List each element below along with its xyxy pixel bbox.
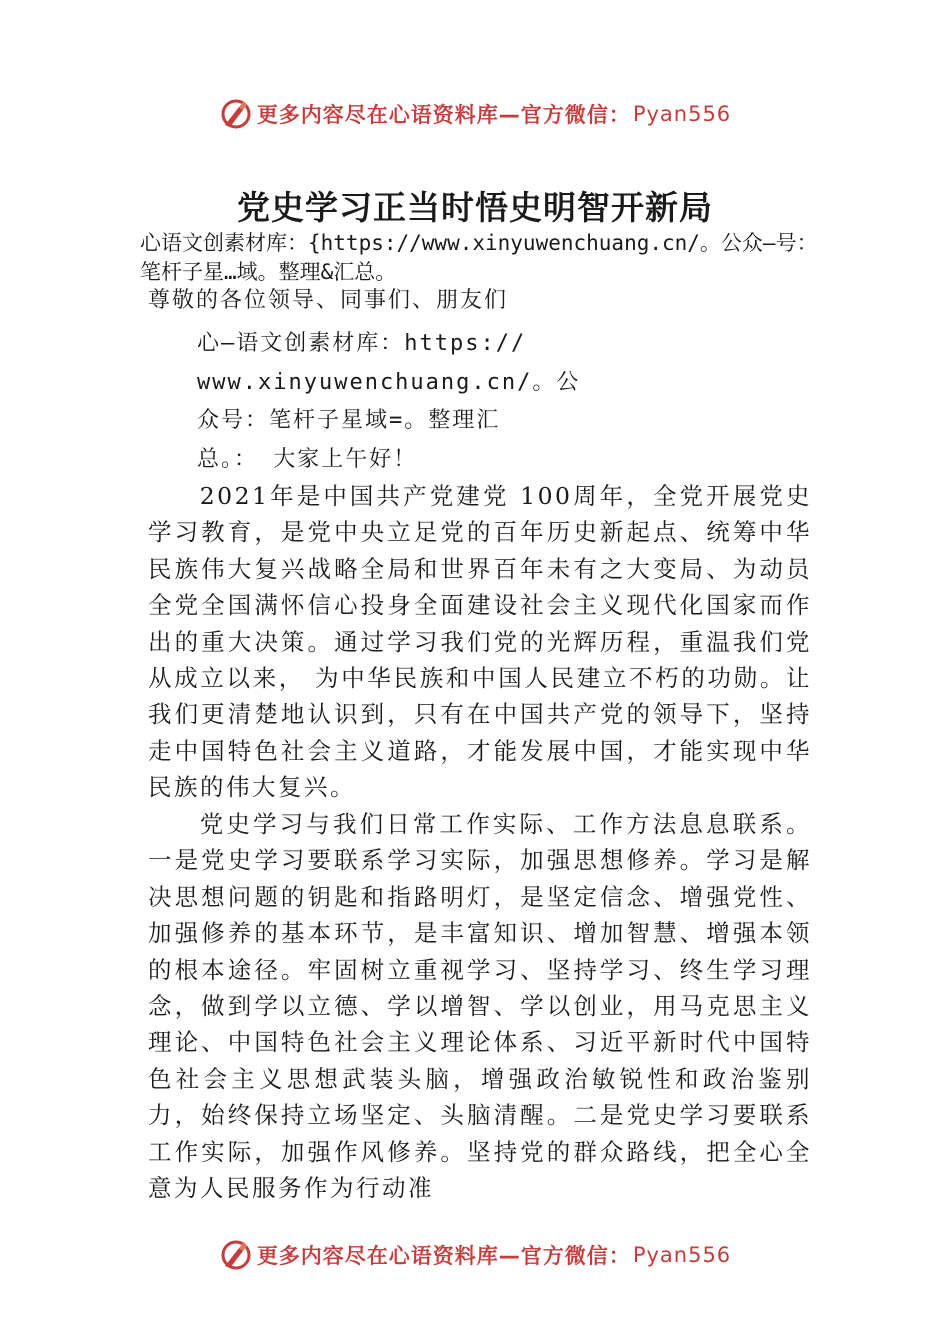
banner-text: 更多内容尽在心语资料库—官方微信： [256,103,631,127]
narrow-line: 心—语文创素材库：https:// [197,331,527,356]
document-body [148,478,812,1207]
banner-wechat-id: Pyan556 [632,102,732,126]
banner-wechat-id: Pyan556 [632,1243,732,1267]
document-title: 党史学习正当时悟史明智开新局 [237,188,713,227]
header-banner [0,96,950,132]
pen-circle-icon [219,1238,253,1272]
narrow-line: 总。： 大家上午好！ [197,446,418,472]
banner-text: 更多内容尽在心语资料库—官方微信： [256,1244,631,1268]
paragraph: 2021年是中国共产党建党 100周年，全党开展党史学习教育，是党中央立足党的百年历史新起点、统筹中华民族伟大复兴战略全局和世界百年未有之大变局、为动员全党全国满怀信心投身全面建设社会主义现代化国家而作出的重大决策。通过学习我们党的光辉历程，重温我们党从成立以来， 为中华民族和中国人民建立不朽的功勋。让我们更清楚地认识到，只有在中国共产党的领导下，坚持走中国特色社会主义道路，才能发展中国，才能实现中华民族的伟大复兴。 [148,482,812,802]
narrow-note-block [197,325,581,479]
paragraph: 党史学习与我们日常工作实际、工作方法息息联系。一是党史学习要联系学习实际，加强思想修养。学习是解决思想问题的钥匙和指路明灯，是坚定信念、增强党性、加强修养的基本环节，是丰富知识、增加智慧、增强本领的根本途径。牢固树立重视学习、坚持学习、终生学习理念，做到学以立德、学以增智、学以创业，用马克思主义理论、中国特色社会主义理论体系、习近平新时代中国特色社会主义思想武装头脑，增强政治敏锐性和政治鉴别力，始终保持立场坚定、头脑清醒。二是党史学习要联系工作实际，加强作风修养。坚持党的群众路线，把全心全意为人民服务作为行动准 [148,810,812,1203]
narrow-line: 众号：笔杆子星域=。整理汇 [197,408,501,433]
source-note: 心语文创素材库：{https://www.xinyuwenchuang.cn/。公众—号：笔杆子星…域。整理&汇总。 [140,231,818,284]
pen-circle-icon [219,97,253,131]
salutation: 尊敬的各位领导、同事们、朋友们 [148,288,509,313]
narrow-line: www.xinyuwenchuang.cn/。公 [197,369,581,395]
footer-banner [0,1237,950,1273]
